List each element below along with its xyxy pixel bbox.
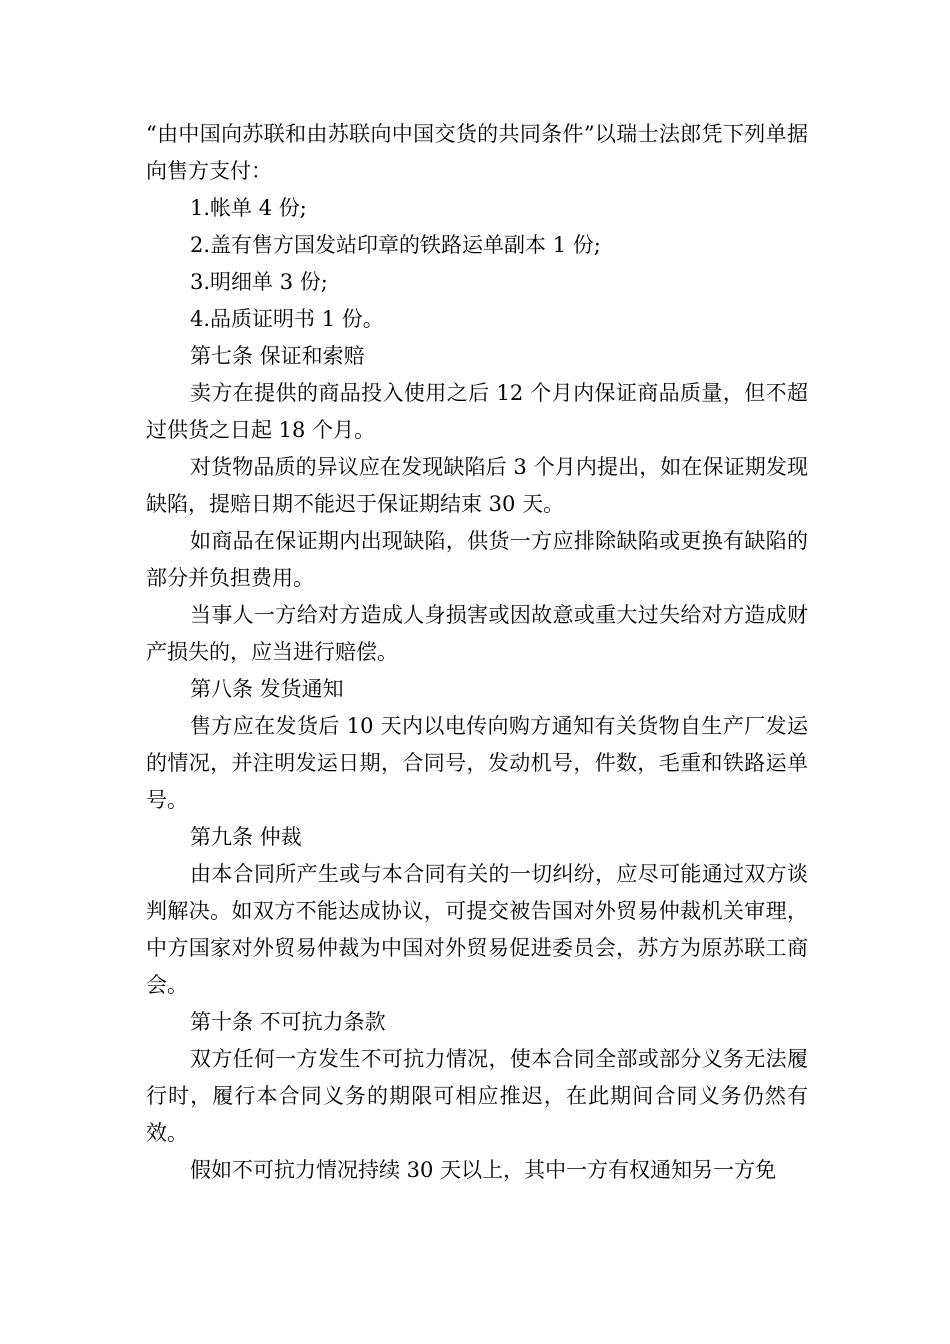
paragraph-list-item-1: 1.帐单 4 份; <box>190 196 307 220</box>
section-heading-article-8: 第八条 发货通知 <box>190 677 344 701</box>
paragraph-article-7-3: 如商品在保证期内出现缺陷，供货一方应排除缺陷或更换有缺陷的部分并负担费用。 <box>146 529 808 590</box>
paragraph-list-item-3: 3.明细单 3 份; <box>190 270 328 294</box>
paragraph-payment-condition: “由中国向苏联和由苏联向中国交货的共同条件”以瑞士法郎凭下列单据向售方支付： <box>146 122 808 183</box>
paragraph-article-9-1: 由本合同所产生或与本合同有关的一切纠纷，应尽可能通过双方谈判解决。如双方不能达成协议，可提交被告国对外贸易仲裁机关审理，中方国家对外贸易仲裁为中国对外贸易促进委员会，苏方为原苏联工商会。 <box>146 862 808 997</box>
paragraph-article-10-2: 假如不可抗力情况持续 30 天以上，其中一方有权通知另一方免 <box>190 1158 777 1182</box>
section-heading-article-10: 第十条 不可抗力条款 <box>190 1010 386 1034</box>
paragraph-article-7-1: 卖方在提供的商品投入使用之后 12 个月内保证商品质量，但不超过供货之日起 18 个月。 <box>146 381 808 442</box>
document-body <box>146 116 808 1189</box>
paragraph-list-item-4: 4.品质证明书 1 份。 <box>190 307 384 331</box>
paragraph-article-10-1: 双方任何一方发生不可抗力情况，使本合同全部或部分义务无法履行时，履行本合同义务的期限可相应推迟，在此期间合同义务仍然有效。 <box>146 1047 808 1145</box>
paragraph-article-8-1: 售方应在发货后 10 天内以电传向购方通知有关货物自生产厂发运的情况，并注明发运日期，合同号，发动机号，件数，毛重和铁路运单号。 <box>146 714 808 812</box>
section-heading-article-7: 第七条 保证和索赔 <box>190 344 365 368</box>
paragraph-article-7-4: 当事人一方给对方造成人身损害或因故意或重大过失给对方造成财产损失的，应当进行赔偿。 <box>146 603 808 664</box>
paragraph-article-7-2: 对货物品质的异议应在发现缺陷后 3 个月内提出，如在保证期发现缺陷，提赔日期不能迟于保证期结束 30 天。 <box>146 455 808 516</box>
paragraph-list-item-2: 2.盖有售方国发站印章的铁路运单副本 1 份; <box>190 233 601 257</box>
section-heading-article-9: 第九条 仲裁 <box>190 825 302 849</box>
